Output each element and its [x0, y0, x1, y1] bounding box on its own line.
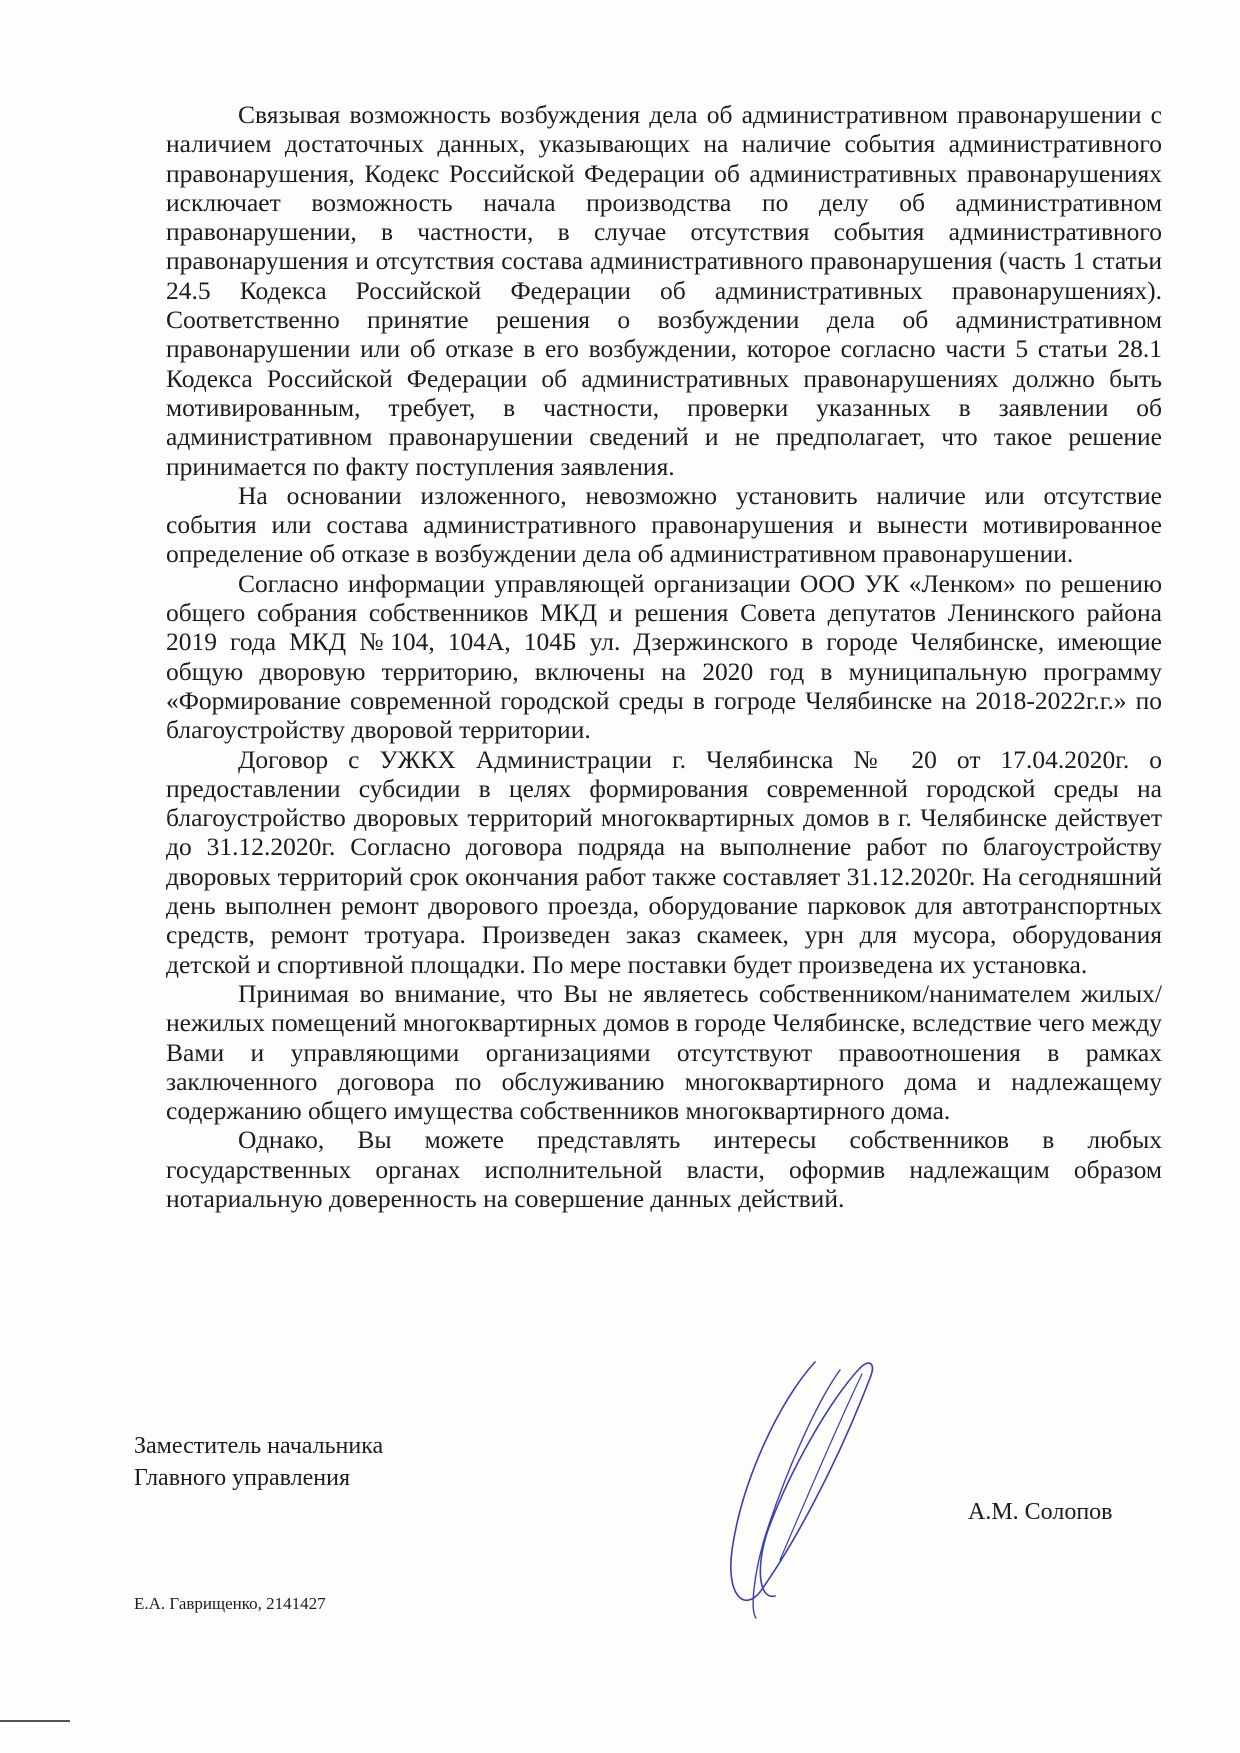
- signer-position-line-1: Заместитель начальника: [134, 1433, 384, 1459]
- signer-position-line-2: Главного управления: [134, 1465, 350, 1491]
- scan-edge-mark: [0, 1720, 70, 1722]
- executor-contact: Е.А. Гаврищенко, 2141427: [134, 1594, 326, 1613]
- letter-body: [166, 100, 1162, 1213]
- paragraph-management-info: Согласно информации управляющей организации ООО УК «Ленком» по решению общего собрания собственников МКД и решения Совета депутатов Ленинского района 2019 года МКД №104, 104А, 104Б ул. Дзержинского в городе Челябинске, имеющие общую дворовую территорию, включены на 2020 год в муниципальную программу «Формирование современной городской среды в гогроде Челябинске на 2018-2022г.г.» по благоустройству дворовой территории.: [166, 568, 1162, 745]
- paragraph-conclusion: На основании изложенного, невозможно установить наличие или отсутствие события или состава административного правонарушения и вынести мотивированное определение об отказе в возбуждении дела об административном правонарушении.: [166, 480, 1162, 569]
- signer-name: А.М. Солопов: [968, 1499, 1113, 1525]
- signer-position: [134, 1430, 383, 1494]
- handwritten-signature: [720, 1360, 880, 1620]
- paragraph-ownership: Принимая во внимание, что Вы не являетесь собственником/нанимателем жилых/нежилых помещений многоквартирных домов в городе Челябинске, вследствие чего между Вами и управляющими организациями отсутствуют правоотношения в рамках заключенного договора по обслуживанию многоквартирного дома и надлежащему содержанию общего имущества собственников многоквартирного дома.: [166, 978, 1162, 1126]
- paragraph-contract: Договор с УЖКХ Администрации г. Челябинска № 20 от 17.04.2020г. о предоставлении субсидии в целях формирования современной городской среды на благоустройство дворовых территорий многоквартирных домов в г. Челябинске действует до 31.12.2020г. Согласно договора подряда на выполнение работ по благоустройству дворовых территорий срок окончания работ также составляет 31.12.2020г. На сегодняшний день выполнен ремонт дворового проезда, оборудование парковок для автотранспортных средств, ремонт тротуара. Произведен заказ скамеек, урн для мусора, оборудования детской и спортивной площадки. По мере поставки будет произведена их установка.: [166, 744, 1162, 979]
- paragraph-representation: Однако, Вы можете представлять интересы собственников в любых государственных органах исполнительной власти, оформив надлежащим образом нотариальную доверенность на совершение данных действий.: [166, 1125, 1162, 1213]
- paragraph-legal-basis: Связывая возможность возбуждения дела об административном правонарушении с наличием достаточных данных, указывающих на наличие события административного правонарушения, Кодекс Российской Федерации об административных правонарушениях исключает возможность начала производства по делу об административном правонарушении, в частности, в случае отсутствия события административного правонарушения и отсутствия состава административного правонарушения (часть 1 статьи 24.5 Кодекса Российской Федерации об административных правонарушениях). Соответственно принятие решения о возбуждении дела об административном правонарушении или об отказе в его возбуждении, которое согласно части 5 статьи 28.1 Кодекса Российской Федерации об административных правонарушениях должно быть мотивированным, требует, в частности, проверки указанных в заявлении об административном правонарушении сведений и не предполагает, что такое решение принимается по факту поступления заявления.: [166, 100, 1162, 481]
